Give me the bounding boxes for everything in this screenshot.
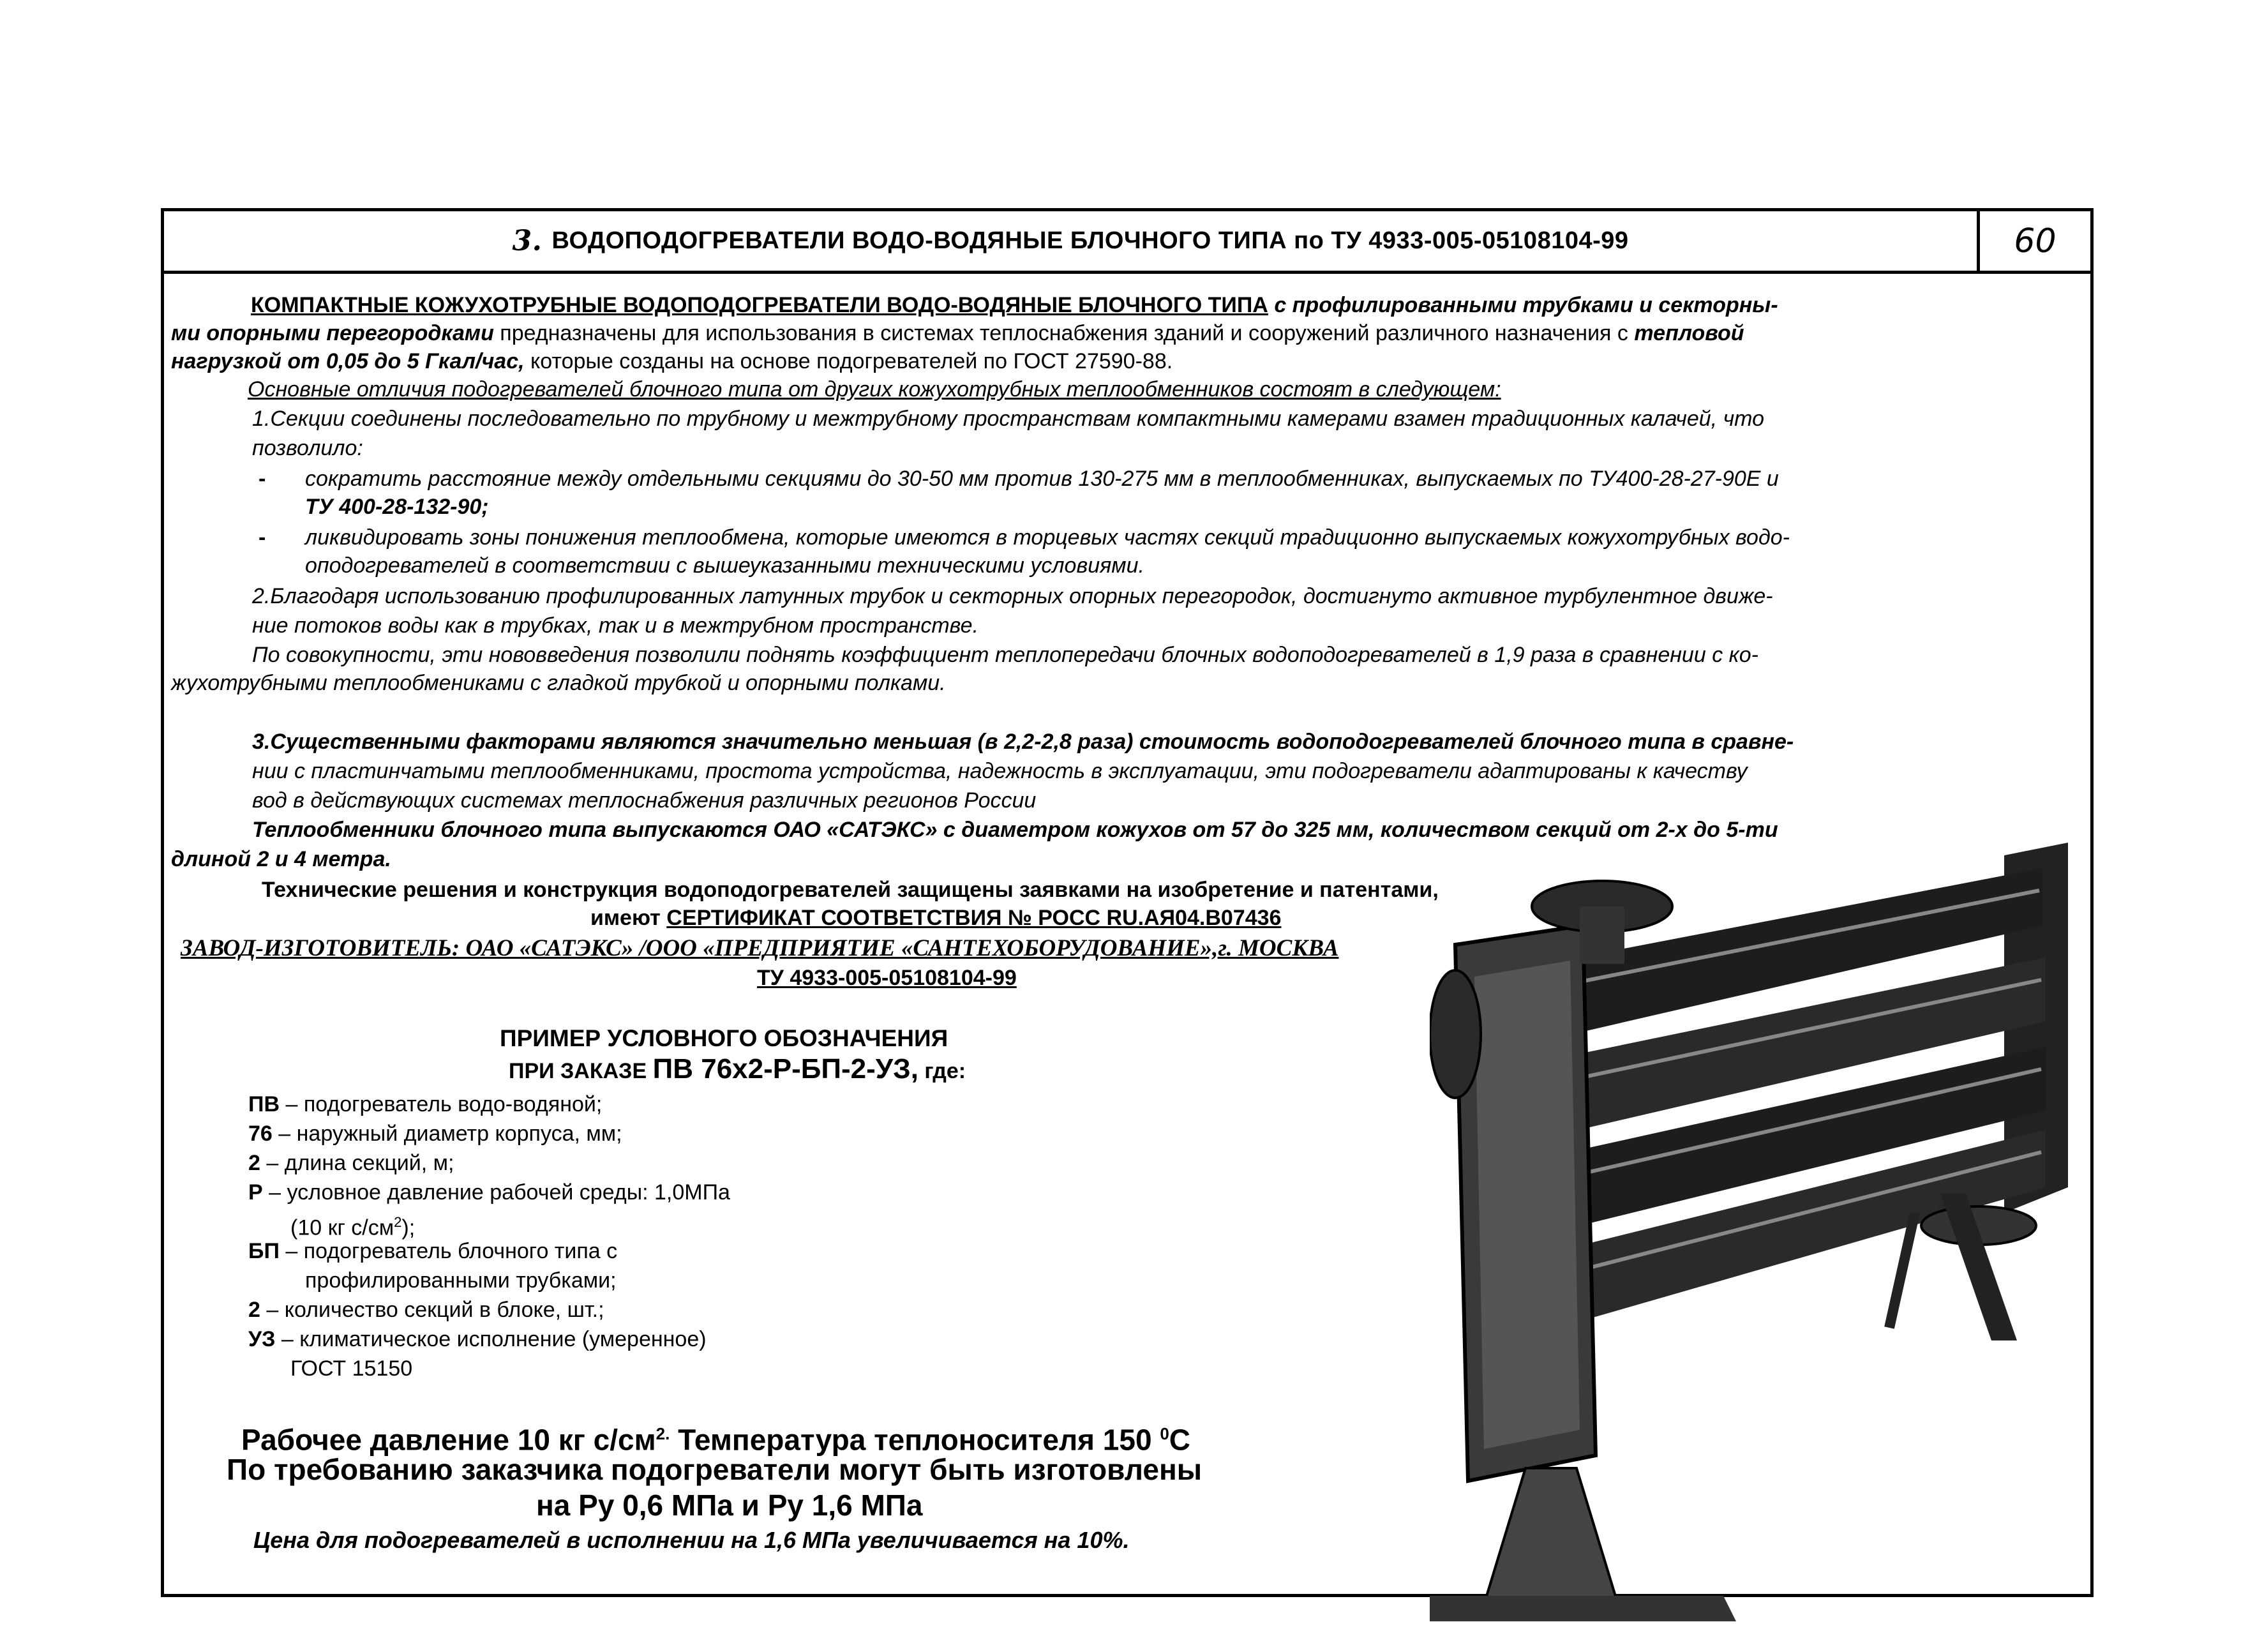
section-number: 3. [512,225,543,257]
patents-line: Технические решения и конструкция водоподогревателей защищены заявками на изобретение и патентами, [262,878,1439,902]
differences-heading: Основные отличия подогревателей блочного типа от других кожухотрубных теплообменников состоят в следующем: [248,377,1501,402]
point-3-line-2: нии с пластинчатыми теплообменниками, простота устройства, надежность в эксплуатации, эти подогреватели адаптированы к качеству [252,759,1748,783]
point-3-line-4: Теплообменники блочного типа выпускаются ОАО «САТЭКС» с диаметром кожухов от 57 до 325 мм, количеством секций от 2-х до 5-ти [252,818,1778,842]
point-1-line-1: 1.Секции соединены последовательно по трубному и межтрубному пространствам компактными камерами взамен традиционных калачей, что [252,407,1765,431]
heater-top-nozzle [1580,906,1624,964]
heater-front-support [1481,1468,1621,1615]
point-2-line-2: ние потоков воды как в трубках, так и в межтрубном пространстве. [252,613,979,638]
point-1-bullet-2-line-1: ликвидировать зоны понижения теплообмена, которые имеются в торцевых частях секций традиционно выпускаемых кожухотрубных водо- [305,525,1790,550]
tu-number: ТУ 4933-005-05108104-99 [757,966,1017,990]
footer-line-2: По требованию заказчика подогреватели могут быть изготовлены [227,1453,1203,1486]
legend-item: УЗ – климатическое исполнение (умеренное) [248,1327,707,1351]
legend-item: 2 – количество секций в блоке, шт.; [248,1298,604,1322]
footer-price-note: Цена для подогревателей в исполнении на 1,6 МПа увеличивается на 10%. [253,1527,1130,1553]
heater-front-chamber-face [1474,961,1580,1449]
bullet-dash-2: - [259,525,266,550]
point-1-bullet-1-line-1: сократить расстояние между отдельными секциями до 30-50 мм против 130-275 мм в теплообменниках, выпускаемых по ТУ400-28-27-90Е и [305,467,1779,491]
point-1-bullet-2-line-2: оподогревателей в соответствии с вышеуказанными техническими условиями. [305,553,1144,578]
heater-side-flange [1430,970,1481,1098]
legend-item: БП – подогреватель блочного типа с [248,1239,618,1263]
legend-item: профилированными трубками; [305,1268,617,1293]
heater-base-plate [1430,1596,1736,1621]
heater-photo [1430,830,2094,1628]
footer-line-3: на Ру 0,6 МПа и Ру 1,6 МПа [536,1489,923,1522]
point-3-line-5: длиной 2 и 4 метра. [171,847,391,871]
intro-heading: КОМПАКТНЫЕ КОЖУХОТРУБНЫЕ ВОДОПОДОГРЕВАТЕЛИ ВОДО-ВОДЯНЫЕ БЛОЧНОГО ТИПА [251,293,1268,317]
point-1-line-2: позволило: [252,436,363,460]
intro-line-3: нагрузкой от 0,05 до 5 Гкал/час, которые созданы на основе подогревателей по ГОСТ 27590-88. [171,349,1173,373]
manufacturer: ЗАВОД-ИЗГОТОВИТЕЛЬ: ОАО «САТЭКС» /ООО «ПРЕДПРИЯТИЕ «САНТЕХОБОРУДОВАНИЕ»,г. МОСКВА [181,935,1339,961]
certificate-number: СЕРТИФИКАТ СООТВЕТСТВИЯ № РОСС RU.AЯ04.B07436 [666,906,1282,930]
point-1-bullet-1-line-2: ТУ 400-28-132-90; [305,495,489,519]
order-code: ПВ 76х2-Р-БП-2-УЗ, [652,1053,918,1085]
point-3-line-3: вод в действующих системах теплоснабжения различных регионов России [252,788,1037,813]
legend-item: ГОСТ 15150 [290,1356,413,1381]
order-line: ПРИ ЗАКАЗЕ ПВ 76х2-Р-БП-2-УЗ, где: [509,1053,966,1085]
legend-item: 76 – наружный диаметр корпуса, мм; [248,1122,622,1146]
section-title-text: ВОДОПОДОГРЕВАТЕЛИ ВОДО-ВОДЯНЫЕ БЛОЧНОГО ТИПА по ТУ 4933-005-05108104-99 [551,227,1629,254]
legend-item: Р – условное давление рабочей среды: 1,0МПа [248,1180,730,1205]
point-2-line-1: 2.Благодаря использованию профилированных латунных трубок и секторных опорных перегородок, достигнуто активное турбулентное движе- [252,584,1773,608]
legend-item: 2 – длина секций, м; [248,1151,454,1175]
page-header [164,211,2090,274]
page-number: 60 [1977,211,2090,271]
bullet-dash-1: - [259,467,266,491]
intro-line-2: ми опорными перегородками предназначены для использования в системах теплоснабжения зданий и сооружений различного назначения с тепловой [171,321,1744,345]
section-title [164,211,1977,271]
legend-item: ПВ – подогреватель водо-водяной; [248,1092,603,1116]
point-2-line-4: жухотрубными теплообмениками с гладкой трубкой и опорными полками. [171,671,946,695]
footer-line-1: Рабочее давление 10 кг $с/см^{2.}$ Температура теплоносителя 150 $^0$С [241,1423,1191,1457]
legend-item: (10 кг $с/см^2$); [290,1214,416,1240]
intro-line-1: КОМПАКТНЫЕ КОЖУХОТРУБНЫЕ ВОДОПОДОГРЕВАТЕЛИ ВОДО-ВОДЯНЫЕ БЛОЧНОГО ТИПА с профилированными трубками и секторны- [251,293,1778,317]
certificate-line: имеют СЕРТИФИКАТ СООТВЕТСТВИЯ № РОСС RU.AЯ04.B07436 [590,906,1282,930]
example-heading: ПРИМЕР УСЛОВНОГО ОБОЗНАЧЕНИЯ [500,1025,948,1051]
point-2-line-3: По совокупности, эти нововведения позволили поднять коэффициент теплопередачи блочных водоподогревателей в 1,9 раза в сравнении с ко- [252,643,1758,667]
point-3-line-1: 3.Существенными факторами являются значительно меньшая (в 2,2-2,8 раза) стоимость водоподогревателей блочного типа в сравне- [252,730,1794,754]
